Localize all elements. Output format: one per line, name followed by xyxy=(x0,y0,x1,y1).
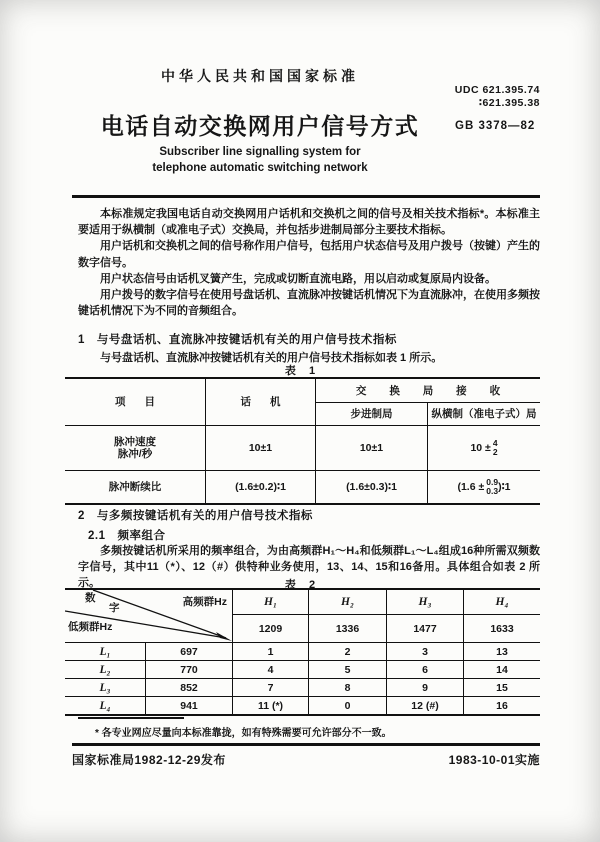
header-divider xyxy=(72,195,540,198)
table1-row2-item: 脉冲断续比 xyxy=(65,470,205,503)
udc-line2: ∶621.395.38 xyxy=(478,97,540,109)
table2-row-l4-label: L₄ xyxy=(65,696,145,714)
table1-header-item: 项 目 xyxy=(115,396,163,408)
table1-header-crossbar-office: 纵横制（准电子式）局 xyxy=(427,402,540,425)
table2-row-l3-freq: 852 xyxy=(145,678,232,696)
section2-body: 多频按键话机所采用的频率组合，为由高频群H₁～H₄和低频群L₁～L₄组成16种所需双频数字信号，其中11（*）、12（#）供特种业务使用，13、14、15和16备用。具体组合如表 2 所示。 xyxy=(78,545,540,590)
table1-row1-crossbar xyxy=(427,425,540,470)
standard-number: GB 3378—82 xyxy=(455,120,536,132)
table1-row1-item xyxy=(65,425,205,470)
table2-cell: 13 xyxy=(463,642,540,660)
english-title-line1: Subscriber line signalling system for xyxy=(159,146,361,158)
intro-paragraph-1: 本标准规定我国电话自动交换网用户话机和交换机之间的信号及相关技术指标*。本标准主要适用于纵横制（或准电子式）交换局，并包括步进制局部分主要技术指标。 xyxy=(78,208,540,237)
corner-high-group-label: 高频群Hz xyxy=(182,596,227,608)
footnote-divider xyxy=(78,717,184,719)
corner-low-group-label: 低频群Hz xyxy=(68,621,113,633)
table1-row1-telephone: 10±1 xyxy=(205,425,315,470)
table1 xyxy=(65,377,540,505)
table2-row-l2-freq: 770 xyxy=(145,660,232,678)
footnote: * 各专业网应尽量向本标准靠拢，如有特殊需要可允许部分不一致。 xyxy=(95,728,392,739)
intro-paragraph-3: 用户状态信号由话机叉簧产生，完成或切断直流电路，用以启动或复原局内设备。 xyxy=(100,272,496,285)
table1-row2-crossbar-tolerance xyxy=(486,478,498,496)
table1-label: 表 1 xyxy=(284,365,321,377)
section2-1-heading: 2.1 频率组合 xyxy=(88,530,166,542)
table2-cell: 12 (#) xyxy=(386,696,463,714)
table2-cell: 2 xyxy=(308,642,386,660)
table2-cell: 6 xyxy=(386,660,463,678)
table1-header-telephone: 话 机 xyxy=(205,379,315,425)
tolerance-upper: 0.9 xyxy=(486,477,499,487)
table2-col-header-h3: H₃ xyxy=(386,590,463,614)
table2-cell: 5 xyxy=(308,660,386,678)
intro-paragraphs xyxy=(78,206,540,319)
tolerance-upper: 4 xyxy=(492,438,498,448)
table1-row1-crossbar-pre: 10 ± xyxy=(470,442,491,454)
table2-cell: 15 xyxy=(463,678,540,696)
table2-cell: 0 xyxy=(308,696,386,714)
intro-paragraph-4: 用户拨号的数字信号在使用号盘话机、直流脉冲按键话机情况下为直流脉冲，在使用多频按键话机情况下为不同的音频组合。 xyxy=(78,289,540,318)
table2-freq-h4: 1633 xyxy=(463,614,540,642)
table2-row-l1-label: L₁ xyxy=(65,642,145,660)
table2-freq-h1: 1209 xyxy=(232,614,308,642)
table2-cell: 14 xyxy=(463,660,540,678)
table1-row2-step: (1.6±0.3)∶1 xyxy=(315,470,427,503)
table1-row1-item-line2: 脉冲/秒 xyxy=(117,448,153,460)
table2-row-l2-label: L₂ xyxy=(65,660,145,678)
english-title-line2: telephone automatic switching network xyxy=(152,162,368,174)
footer-divider xyxy=(72,743,540,746)
table2-cell: 16 xyxy=(463,696,540,714)
section1-body: 与号盘话机、直流脉冲按键话机有关的用户信号技术指标如表 1 所示。 xyxy=(100,352,443,364)
table2-col-header-h2: H₂ xyxy=(308,590,386,614)
table1-row2-crossbar-pre: (1.6 ± xyxy=(457,481,485,493)
table2-cell: 11 (*) xyxy=(232,696,308,714)
udc-line1: UDC 621.395.74 xyxy=(454,84,540,96)
table2 xyxy=(65,588,540,716)
table2-label: 表 2 xyxy=(284,579,321,591)
table2-cell: 1 xyxy=(232,642,308,660)
intro-paragraph-2: 用户话机和交换机之间的信号称作用户信号，包括用户状态信号及用户拨号（按键）产生的数字信号。 xyxy=(78,240,540,269)
udc-number xyxy=(400,84,540,110)
corner-digit-label-part2: 字 xyxy=(109,602,120,614)
table1-row2-crossbar xyxy=(427,470,540,503)
footer-issued-date: 国家标准局1982-12-29发布 xyxy=(72,753,226,767)
section1-heading: 1 与号盘话机、直流脉冲按键话机有关的用户信号技术指标 xyxy=(78,334,397,346)
table1-header-step-office: 步进制局 xyxy=(315,402,427,425)
section2-heading: 2 与多频按键话机有关的用户信号技术指标 xyxy=(78,510,313,522)
tolerance-lower: 0.3 xyxy=(486,486,499,496)
table2-cell: 7 xyxy=(232,678,308,696)
footer xyxy=(72,751,540,768)
table2-col-header-h4: H₄ xyxy=(463,590,540,614)
table1-row1-crossbar-tolerance xyxy=(493,439,498,457)
table2-cell: 9 xyxy=(386,678,463,696)
table2-cell: 8 xyxy=(308,678,386,696)
english-title xyxy=(65,144,455,176)
footer-implemented-date: 1983-10-01实施 xyxy=(448,753,540,767)
table2-row-l4-freq: 941 xyxy=(145,696,232,714)
table1-row2-telephone: (1.6±0.2)∶1 xyxy=(205,470,315,503)
table1-header-exchange-receive: 交 换 局 接 收 xyxy=(315,379,540,402)
table1-row1-step: 10±1 xyxy=(315,425,427,470)
table1-row1-item-line1: 脉冲速度 xyxy=(114,436,156,448)
table2-cell: 3 xyxy=(386,642,463,660)
standard-header: 中华人民共和国国家标准 xyxy=(161,68,359,84)
tolerance-lower: 2 xyxy=(492,447,498,457)
corner-digit-label-part1: 数 xyxy=(85,592,96,604)
table2-row-l3-label: L₃ xyxy=(65,678,145,696)
table2-freq-h2: 1336 xyxy=(308,614,386,642)
document-title: 电话自动交换网用户信号方式 xyxy=(100,113,420,139)
table2-cell: 4 xyxy=(232,660,308,678)
table2-corner-cell xyxy=(65,590,232,642)
table2-row-l1-freq: 697 xyxy=(145,642,232,660)
table2-freq-h3: 1477 xyxy=(386,614,463,642)
table1-row2-crossbar-post: )∶1 xyxy=(498,481,511,493)
table2-col-header-h1: H₁ xyxy=(232,590,308,614)
